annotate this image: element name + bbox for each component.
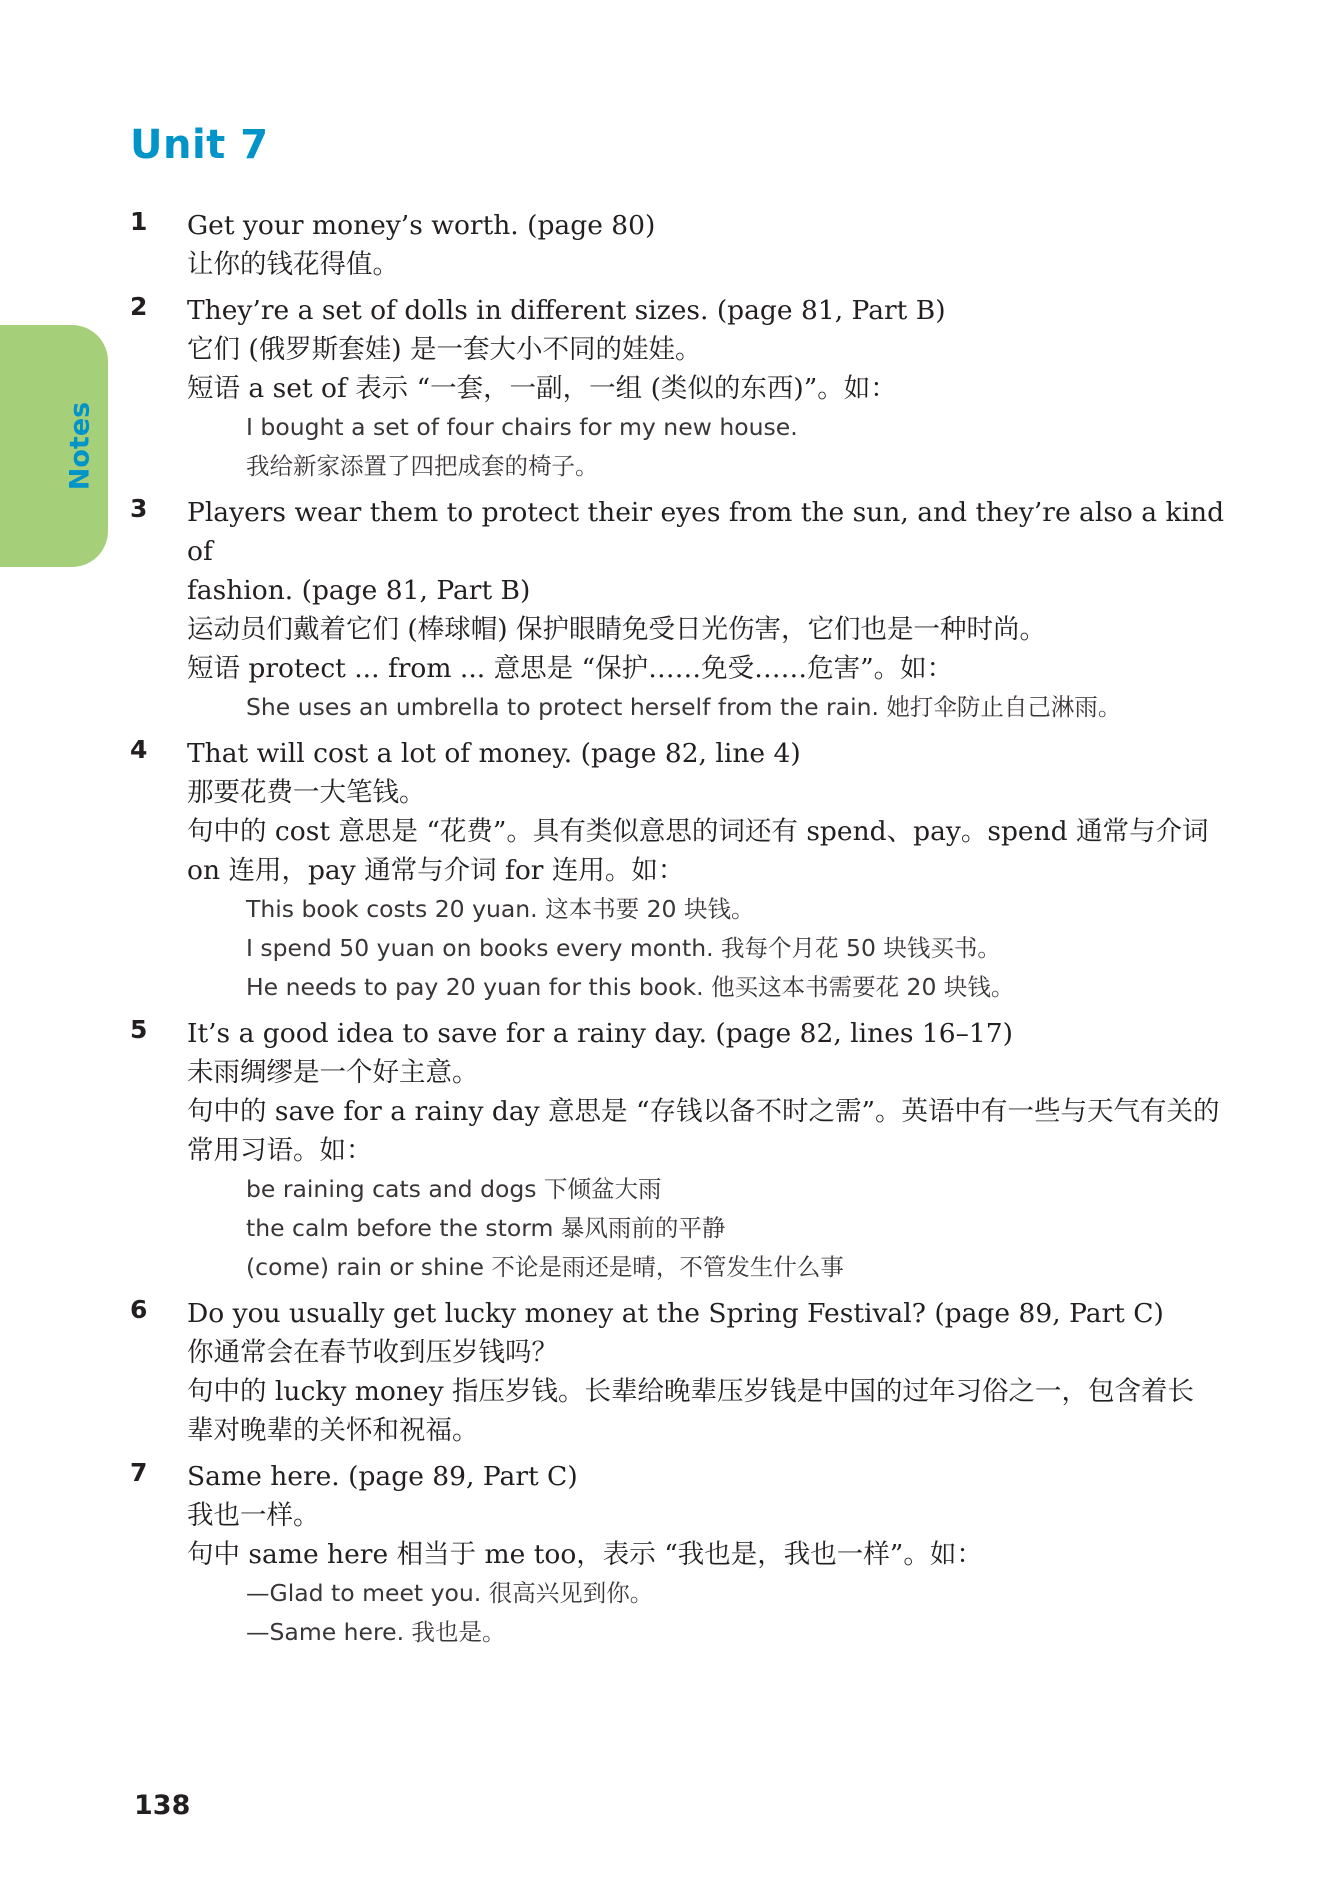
- notes-list: [130, 206, 1240, 1659]
- note-number: 1: [130, 207, 148, 236]
- note-item: [130, 1294, 1240, 1450]
- note-item: [130, 1014, 1240, 1287]
- note-text-line: 它们 (俄罗斯套娃) 是一套大小不同的娃娃。: [187, 334, 702, 365]
- note-text-line: They’re a set of dolls in different sizes. (page 81, Part B): [187, 295, 946, 326]
- note-example-line: This book costs 20 yuan. 这本书要 20 块钱。: [246, 895, 755, 923]
- note-example-line: 我给新家添置了四把成套的椅子。: [246, 452, 599, 480]
- note-text-line: Same here. (page 89, Part C): [187, 1461, 578, 1492]
- note-text-line: 句中的 lucky money 指压岁钱。长辈给晚辈压岁钱是中国的过年习俗之一，包含着长: [187, 1376, 1194, 1407]
- note-text-line: 运动员们戴着它们 (棒球帽) 保护眼睛免受日光伤害，它们也是一种时尚。: [187, 614, 1047, 645]
- note-number: 4: [130, 735, 148, 764]
- note-text-line: 常用习语。如：: [187, 1135, 373, 1166]
- note-text-line: 句中的 cost 意思是 “花费”。具有类似意思的词还有 spend、pay。spend 通常与介词: [187, 816, 1209, 847]
- note-text-line: Do you usually get lucky money at the Spring Festival? (page 89, Part C): [187, 1298, 1164, 1329]
- note-text-line: 短语 a set of 表示 “一套，一副，一组 (类似的东西)”。如：: [187, 373, 897, 404]
- unit-title: Unit 7: [130, 122, 269, 168]
- note-number: 3: [130, 494, 148, 523]
- note-text-line: 那要花费一大笔钱。: [187, 777, 426, 808]
- page-number: 138: [134, 1790, 191, 1821]
- note-text-line: on 连用，pay 通常与介词 for 连用。如：: [187, 855, 685, 886]
- note-text-line: 句中 same here 相当于 me too，表示 “我也是，我也一样”。如：: [187, 1539, 983, 1570]
- note-text-line: 我也一样。: [187, 1500, 320, 1531]
- note-number: 5: [130, 1015, 148, 1044]
- note-item: [130, 493, 1240, 727]
- note-text-line: Players wear them to protect their eyes from the sun, and they’re also a kind of: [187, 497, 1233, 567]
- note-item: [130, 291, 1240, 486]
- note-text-line: That will cost a lot of money. (page 82, line 4): [187, 738, 801, 769]
- note-example-line: I bought a set of four chairs for my new house.: [246, 413, 798, 441]
- note-number: 6: [130, 1295, 148, 1324]
- side-tab-label: Notes: [64, 401, 96, 491]
- note-example-line: (come) rain or shine 不论是雨还是晴，不管发生什么事: [246, 1253, 844, 1281]
- note-example-line: —Glad to meet you. 很高兴见到你。: [246, 1579, 654, 1607]
- note-text-line: 句中的 save for a rainy day 意思是 “存钱以备不时之需”。英语中有一些与天气有关的: [187, 1096, 1220, 1127]
- note-example-line: She uses an umbrella to protect herself from the rain. 她打伞防止自己淋雨。: [246, 693, 1122, 721]
- note-text-line: 未雨绸缪是一个好主意。: [187, 1057, 479, 1088]
- note-text-line: fashion. (page 81, Part B): [187, 575, 531, 606]
- note-example-line: I spend 50 yuan on books every month. 我每个月花 50 块钱买书。: [246, 934, 1001, 962]
- note-text-line: 让你的钱花得值。: [187, 249, 399, 280]
- note-text-line: 辈对晚辈的关怀和祝福。: [187, 1415, 479, 1446]
- note-item: [130, 1457, 1240, 1652]
- note-example-line: —Same here. 我也是。: [246, 1618, 506, 1646]
- note-example-line: be raining cats and dogs 下倾盆大雨: [246, 1175, 662, 1203]
- note-text-line: 短语 protect ... from ... 意思是 “保护……免受……危害”。如：: [187, 653, 954, 684]
- note-text-line: Get your money’s worth. (page 80): [187, 210, 656, 241]
- note-example-line: the calm before the storm 暴风雨前的平静: [246, 1214, 726, 1242]
- note-text-line: It’s a good idea to save for a rainy day. (page 82, lines 16–17): [187, 1018, 1013, 1049]
- note-number: 2: [130, 292, 148, 321]
- note-item: [130, 206, 1240, 284]
- note-example-line: He needs to pay 20 yuan for this book. 他买这本书需要花 20 块钱。: [246, 973, 1015, 1001]
- note-item: [130, 734, 1240, 1007]
- note-number: 7: [130, 1458, 148, 1487]
- note-text-line: 你通常会在春节收到压岁钱吗？: [187, 1337, 558, 1368]
